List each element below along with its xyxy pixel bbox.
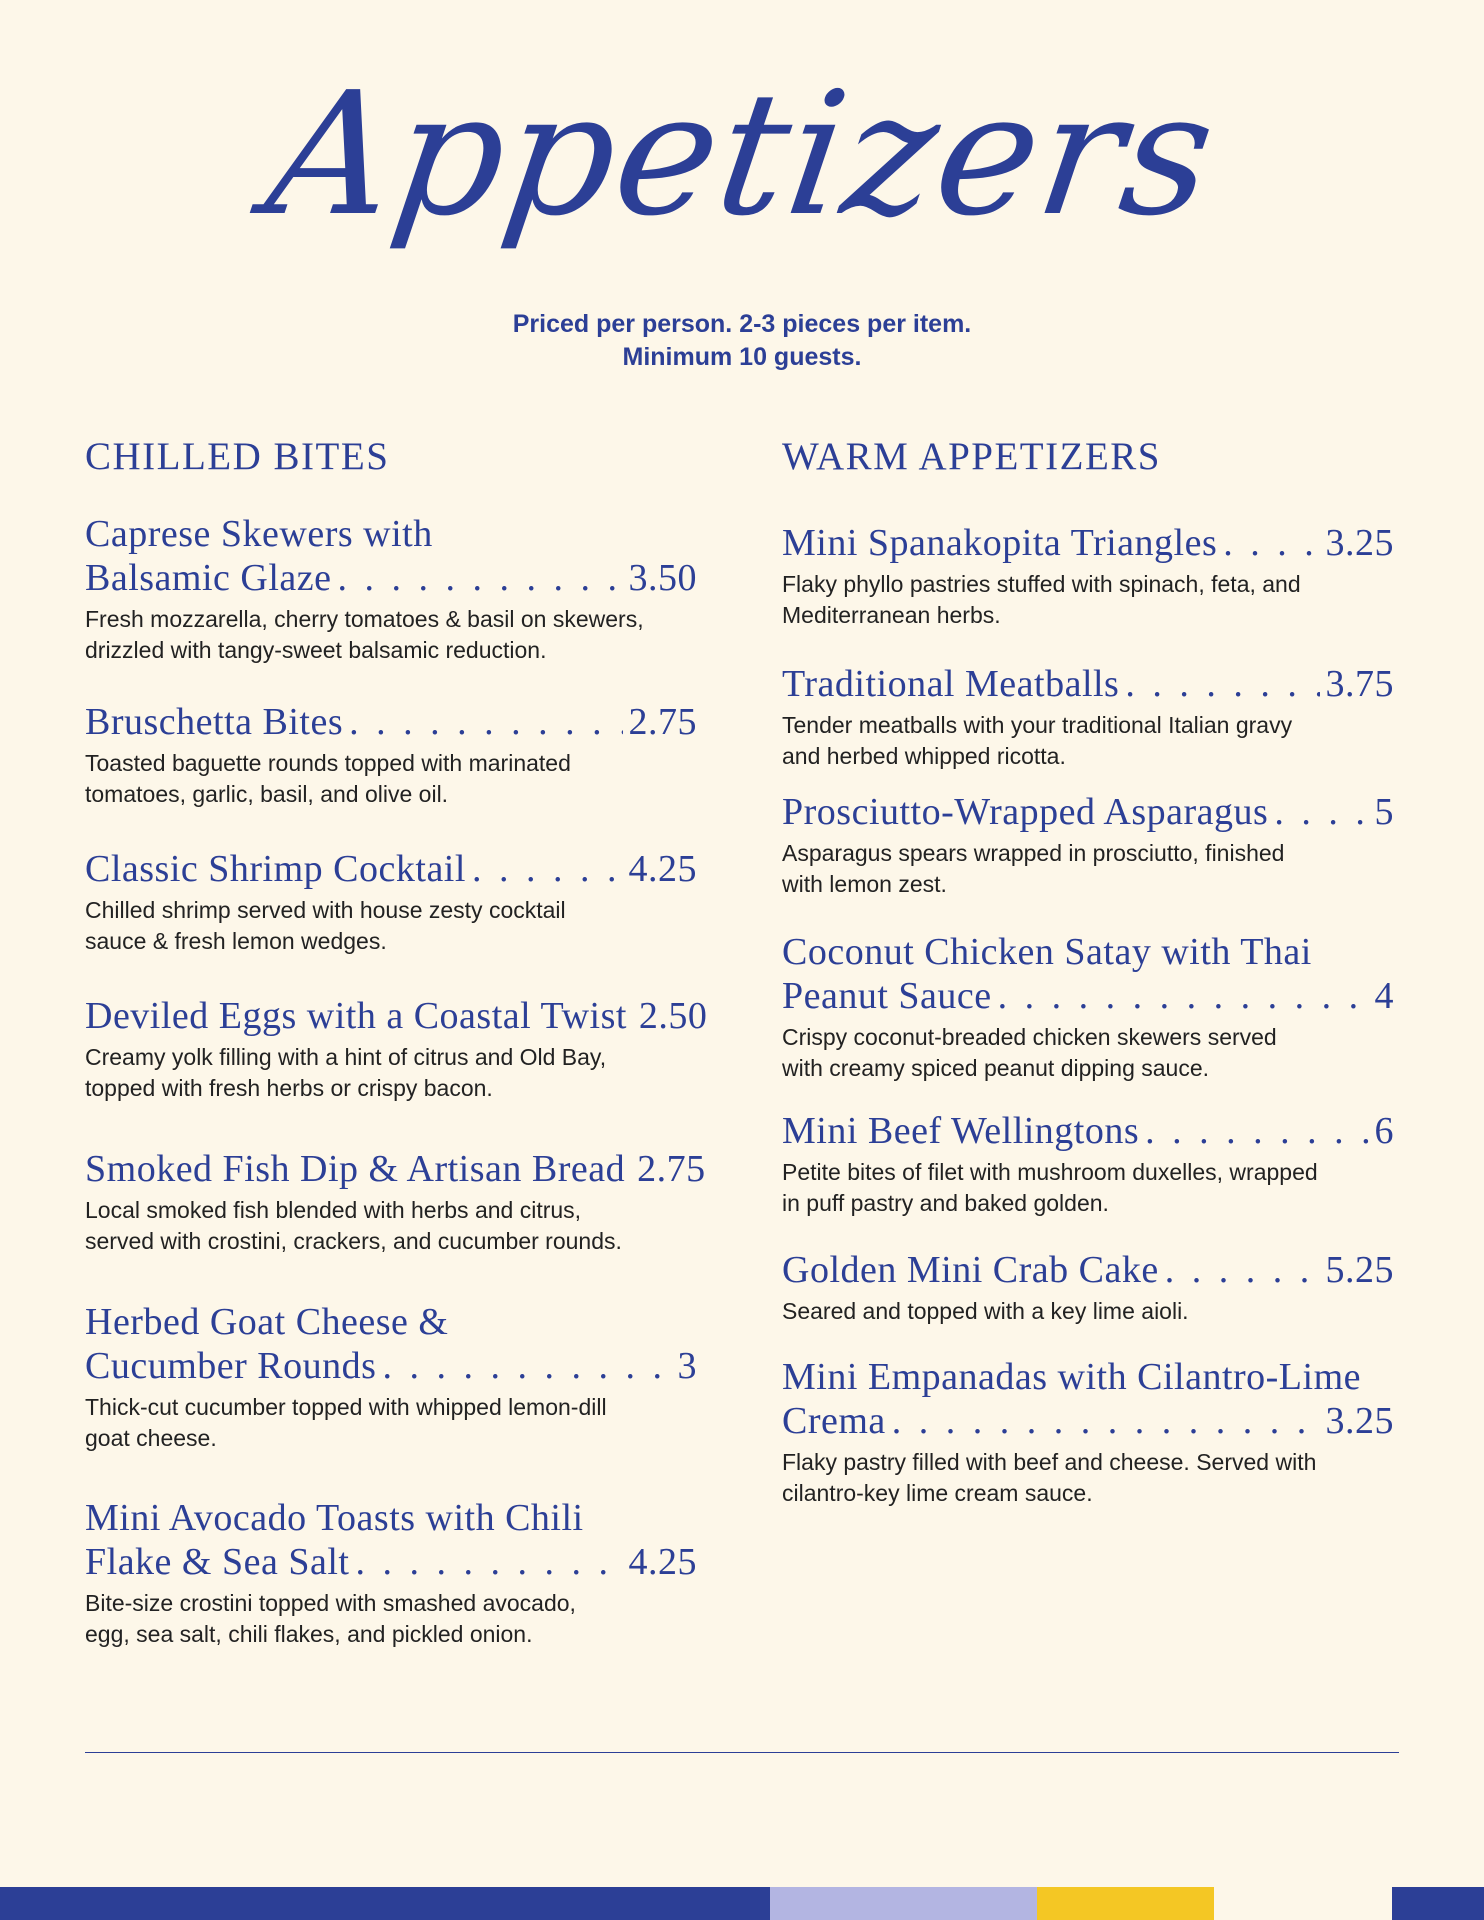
menu-item — [782, 790, 1394, 900]
menu-item-name-line — [782, 662, 1394, 706]
menu-item-description-line2: with lemon zest. — [782, 871, 947, 897]
menu-item-description-line1: Local smoked fish blended with herbs and citrus, — [85, 1197, 582, 1223]
menu-item-description-line1: Fresh mozzarella, cherry tomatoes & basil on skewers, — [85, 606, 644, 632]
menu-item-name-text: Classic Shrimp Cocktail — [85, 848, 466, 890]
menu-item-description-line1: Chilled shrimp served with house zesty cocktail — [85, 897, 566, 923]
menu-item-name-line1: Mini Avocado Toasts with Chili — [85, 1497, 584, 1539]
menu-item-name-text: Peanut Sauce — [782, 975, 992, 1017]
menu-item-name-line — [782, 1248, 1394, 1292]
menu-item-name-line — [782, 974, 1394, 1018]
menu-item-description-line1: Flaky pastry filled with beef and cheese. Served with — [782, 1449, 1317, 1475]
menu-item-name — [782, 521, 1394, 565]
menu-item-price: 4 — [1374, 975, 1394, 1017]
menu-item-name-line — [782, 790, 1394, 834]
menu-item-name-text: Flake & Sea Salt — [85, 1541, 350, 1583]
page-title: Appetizers — [256, 56, 1228, 254]
section-heading-chilled: CHILLED BITES — [85, 435, 390, 478]
menu-item-name-line — [85, 1344, 697, 1388]
menu-item-name-line — [85, 847, 697, 891]
menu-item-name — [782, 662, 1394, 706]
menu-item-name-text: Mini Spanakopita Triangles — [782, 522, 1218, 564]
menu-item-price: 3.25 — [1325, 522, 1394, 564]
menu-item-name-text: Prosciutto-Wrapped Asparagus — [782, 791, 1269, 833]
menu-item-description-line1: Crispy coconut-breaded chicken skewers served — [782, 1024, 1277, 1050]
menu-item-price: 2.75 — [628, 701, 697, 743]
pricing-note-line1: Priced per person. 2-3 pieces per item. — [512, 310, 972, 338]
menu-item-name-text: Crema — [782, 1400, 886, 1442]
menu-item-name-text: Deviled Eggs with a Coastal Twist — [85, 995, 627, 1037]
menu-item-description — [85, 895, 697, 957]
menu-item-name — [85, 847, 697, 891]
menu-item-name-text: Mini Beef Wellingtons — [782, 1110, 1140, 1152]
dot-leader — [338, 556, 623, 600]
menu-item-name-line — [782, 521, 1394, 565]
dot-leader — [349, 700, 622, 744]
footer-bar-navy-right — [1392, 1887, 1484, 1920]
menu-item-name-line1: Mini Empanadas with Cilantro-Lime — [782, 1356, 1362, 1398]
menu-item-description — [85, 1392, 697, 1454]
menu-item — [85, 512, 697, 666]
menu-item — [782, 1248, 1394, 1327]
menu-item-price: 3.50 — [628, 557, 697, 599]
dot-leader — [998, 974, 1369, 1018]
menu-item-name-line1: Herbed Goat Cheese & — [85, 1301, 449, 1343]
menu-item — [85, 700, 697, 810]
menu-item-name — [85, 512, 697, 600]
menu-item-name — [782, 1248, 1394, 1292]
menu-item-description-line2: Mediterranean herbs. — [782, 602, 1001, 628]
menu-item-description-line1: Tender meatballs with your traditional Italian gravy — [782, 712, 1293, 738]
menu-item-name-text: Balsamic Glaze — [85, 557, 332, 599]
menu-item-price: 5 — [1374, 791, 1394, 833]
menu-item-description — [782, 710, 1394, 772]
menu-item-name — [85, 994, 708, 1038]
menu-item — [85, 847, 697, 957]
menu-item-description-line2: and herbed whipped ricotta. — [782, 743, 1066, 769]
menu-item — [85, 1147, 706, 1257]
menu-item — [85, 994, 708, 1104]
menu-item-name — [782, 930, 1394, 1018]
footer-bar-navy-left — [0, 1887, 770, 1920]
dot-leader — [892, 1399, 1320, 1443]
menu-item — [85, 1496, 697, 1650]
menu-item-price: 3 — [677, 1345, 697, 1387]
menu-item-description-line1: Bite-size crostini topped with smashed avocado, — [85, 1590, 576, 1616]
menu-item-name — [85, 1496, 697, 1584]
menu-item — [85, 1300, 697, 1454]
dot-leader — [1274, 790, 1368, 834]
menu-item-name-line — [85, 700, 697, 744]
menu-item-name-text: Traditional Meatballs — [782, 663, 1120, 705]
menu-item-description — [782, 1296, 1394, 1327]
menu-item-description — [85, 1195, 697, 1257]
dot-leader — [1125, 662, 1319, 706]
menu-item-description-line2: cilantro-key lime cream sauce. — [782, 1480, 1093, 1506]
menu-item-name-line — [85, 1540, 697, 1584]
menu-item-description-line1: Creamy yolk filling with a hint of citrus and Old Bay, — [85, 1044, 607, 1070]
menu-item-description — [782, 838, 1394, 900]
menu-item-description — [782, 1157, 1394, 1219]
menu-item-description-line2: with creamy spiced peanut dipping sauce. — [782, 1055, 1210, 1081]
menu-item-description-line1: Seared and topped with a key lime aioli. — [782, 1298, 1189, 1324]
menu-item-description — [782, 569, 1394, 631]
menu-item — [782, 1109, 1394, 1219]
menu-item-description-line2: egg, sea salt, chili flakes, and pickled onion. — [85, 1621, 533, 1647]
menu-item-price: 4.25 — [628, 848, 697, 890]
section-heading-warm: WARM APPETIZERS — [782, 435, 1161, 478]
menu-item-name — [85, 1300, 697, 1388]
footer-bar-lavender — [770, 1887, 1037, 1920]
menu-item-name-text: Golden Mini Crab Cake — [782, 1249, 1159, 1291]
menu-item-description-line2: goat cheese. — [85, 1425, 217, 1451]
dot-leader — [472, 847, 623, 891]
menu-item-description-line2: sauce & fresh lemon wedges. — [85, 928, 387, 954]
menu-item-description — [85, 748, 697, 810]
menu-item-name-line — [85, 556, 697, 600]
menu-item-name — [782, 1109, 1394, 1153]
footer-divider — [85, 1752, 1399, 1753]
dot-leader — [355, 1540, 622, 1584]
menu-item — [782, 930, 1394, 1084]
dot-leader — [1145, 1109, 1368, 1153]
menu-item-price: 5.25 — [1325, 1249, 1394, 1291]
menu-item-name — [85, 700, 697, 744]
menu-item-price: 2.50 — [638, 995, 708, 1037]
menu-item-name-line — [85, 1147, 706, 1191]
menu-item-description — [85, 604, 697, 666]
menu-item-name-line — [782, 1399, 1394, 1443]
menu-item-name — [782, 790, 1394, 834]
pricing-note — [0, 308, 1484, 374]
menu-item-description-line1: Flaky phyllo pastries stuffed with spinach, feta, and — [782, 571, 1301, 597]
menu-item-price: 3.25 — [1325, 1400, 1394, 1442]
menu-item-name-line1: Coconut Chicken Satay with Thai — [782, 931, 1312, 973]
menu-item-description — [85, 1588, 697, 1650]
menu-item — [782, 521, 1394, 631]
menu-item — [782, 662, 1394, 772]
dot-leader — [1223, 521, 1319, 565]
menu-item-description-line2: topped with fresh herbs or crispy bacon. — [85, 1075, 493, 1101]
menu-item-name — [782, 1355, 1394, 1443]
menu-item-description-line2: in puff pastry and baked golden. — [782, 1190, 1109, 1216]
pricing-note-line2: Minimum 10 guests. — [622, 343, 862, 371]
menu-item-price: 4.25 — [628, 1541, 697, 1583]
menu-item-name-line1: Caprese Skewers with — [85, 513, 433, 555]
menu-item-description-line2: drizzled with tangy-sweet balsamic reduction. — [85, 637, 547, 663]
menu-item-description-line1: Thick-cut cucumber topped with whipped lemon-dill — [85, 1394, 607, 1420]
menu-item-name-text: Smoked Fish Dip & Artisan Bread — [85, 1148, 626, 1190]
menu-item-name-line — [85, 994, 708, 1038]
menu-item-description — [85, 1042, 697, 1104]
dot-leader — [1165, 1248, 1320, 1292]
dot-leader — [382, 1344, 671, 1388]
menu-item-description — [782, 1447, 1394, 1509]
menu-item-description-line1: Petite bites of filet with mushroom duxelles, wrapped — [782, 1159, 1318, 1185]
menu-item-name-line — [782, 1109, 1394, 1153]
menu-item-description-line1: Asparagus spears wrapped in prosciutto, finished — [782, 840, 1285, 866]
menu-item-price: 2.75 — [637, 1148, 706, 1190]
menu-item-description-line1: Toasted baguette rounds topped with marinated — [85, 750, 571, 776]
menu-item-price: 3.75 — [1325, 663, 1394, 705]
footer-bar-yellow — [1037, 1887, 1214, 1920]
menu-item-description — [782, 1022, 1394, 1084]
menu-item-description-line2: served with crostini, crackers, and cucumber rounds. — [85, 1228, 622, 1254]
menu-item-description-line2: tomatoes, garlic, basil, and olive oil. — [85, 781, 449, 807]
menu-item-name — [85, 1147, 706, 1191]
menu-item-price: 6 — [1374, 1110, 1394, 1152]
menu-item-name-text: Bruschetta Bites — [85, 701, 344, 743]
menu-item-name-text: Cucumber Rounds — [85, 1345, 377, 1387]
menu-item — [782, 1355, 1394, 1509]
